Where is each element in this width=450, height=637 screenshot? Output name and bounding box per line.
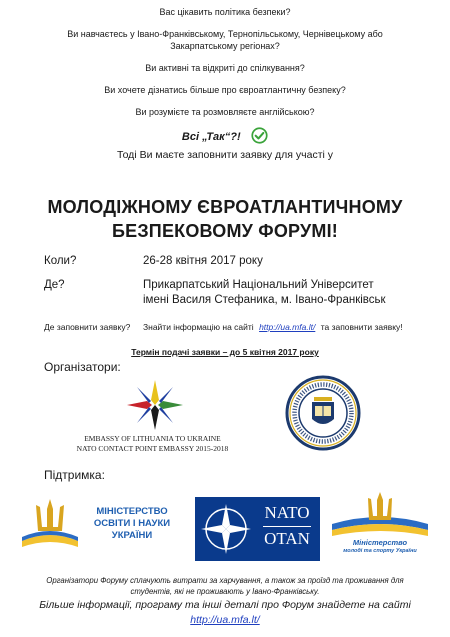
nato-text: NATO <box>264 503 310 522</box>
apply-text-after: та заповнити заявку! <box>320 322 403 332</box>
nato-compass-icon <box>199 502 253 556</box>
more-info-link-row <box>0 614 450 626</box>
where-value-line2: імені Василя Стефаника, м. Івано-Франківськ <box>143 294 386 306</box>
support-label: Підтримка: <box>44 468 105 482</box>
footer-note-line2: студентів, які не проживають у Івано-Франківську. <box>130 587 320 596</box>
all-yes-row <box>0 127 450 145</box>
ministry-education-logo <box>20 493 185 553</box>
deadline-row <box>0 342 450 360</box>
trident-wave-icon <box>330 490 430 540</box>
more-info-link[interactable]: http://ua.mfa.lt/ <box>190 614 260 626</box>
embassy-line2: NATO CONTACT POINT EMBASSY 2015-2018 <box>76 444 229 453</box>
trident-icon <box>20 495 80 551</box>
question-3: Ви активні та відкриті до спілкування? <box>145 63 305 73</box>
organizers-label: Організатори: <box>44 360 121 374</box>
all-yes-text: Всі „Так“?! <box>181 131 241 143</box>
ministry-edu-line1: МІНІСТЕРСТВО <box>96 506 168 517</box>
intro-text: Тоді Ви маєте заповнити заявку для участі у <box>116 149 333 161</box>
where-label: Де? <box>44 279 65 291</box>
ministry-edu-line3: УКРАЇНИ <box>111 530 153 541</box>
where-value-line1: Прикарпатський Національний Університет <box>143 279 374 291</box>
forum-title-line2: БЕЗПЕКОВОМУ ФОРУМІ! <box>111 221 338 241</box>
when-label: Коли? <box>44 255 77 267</box>
otan-text: OTAN <box>264 529 310 548</box>
deadline-text: Термін подачі заявки – до 5 квітня 2017 року <box>131 347 319 357</box>
question-2b: Закарпатському регіонах? <box>170 41 280 51</box>
ministry-edu-line2: ОСВІТИ І НАУКИ <box>93 518 171 529</box>
when-value: 26-28 квітня 2017 року <box>143 255 263 267</box>
question-1: Вас цікавить політика безпеки? <box>159 7 291 17</box>
question-5: Ви розумієте та розмовляєте англійською? <box>135 107 315 117</box>
apply-text-before: Знайти інформацію на сайті <box>143 322 254 332</box>
question-2a: Ви навчаєтесь у Івано-Франківському, Тернопільському, Чернівецькому або <box>67 29 383 39</box>
university-seal <box>285 375 361 451</box>
apply-link[interactable]: http://ua.mfa.lt/ <box>259 322 316 332</box>
ministry-youth-line1: Міністерство <box>352 538 408 547</box>
ministry-youth-logo <box>330 490 430 560</box>
ministry-youth-line2: молоді та спорту України <box>343 548 417 554</box>
apply-row <box>143 322 403 332</box>
check-icon <box>251 127 268 144</box>
question-4: Ви хочете дізнатись більше про євроатлантичну безпеку? <box>104 85 346 95</box>
apply-label: Де заповнити заявку? <box>44 322 131 332</box>
more-info-text: Більше інформації, програму та інші деталі про Форум знайдете на сайті <box>39 599 411 611</box>
nato-otan-logo <box>195 497 320 561</box>
footer-note-line1: Організатори Форуму сплачують витрати за харчування, а також за проїзд та проживання для <box>46 576 404 585</box>
embassy-line1: EMBASSY OF LITHUANIA TO UKRAINE <box>84 434 221 443</box>
forum-title-line1: МОЛОДІЖНОМУ ЄВРОАТЛАНТИЧНОМУ <box>47 197 403 217</box>
embassy-star-logo <box>125 378 185 432</box>
